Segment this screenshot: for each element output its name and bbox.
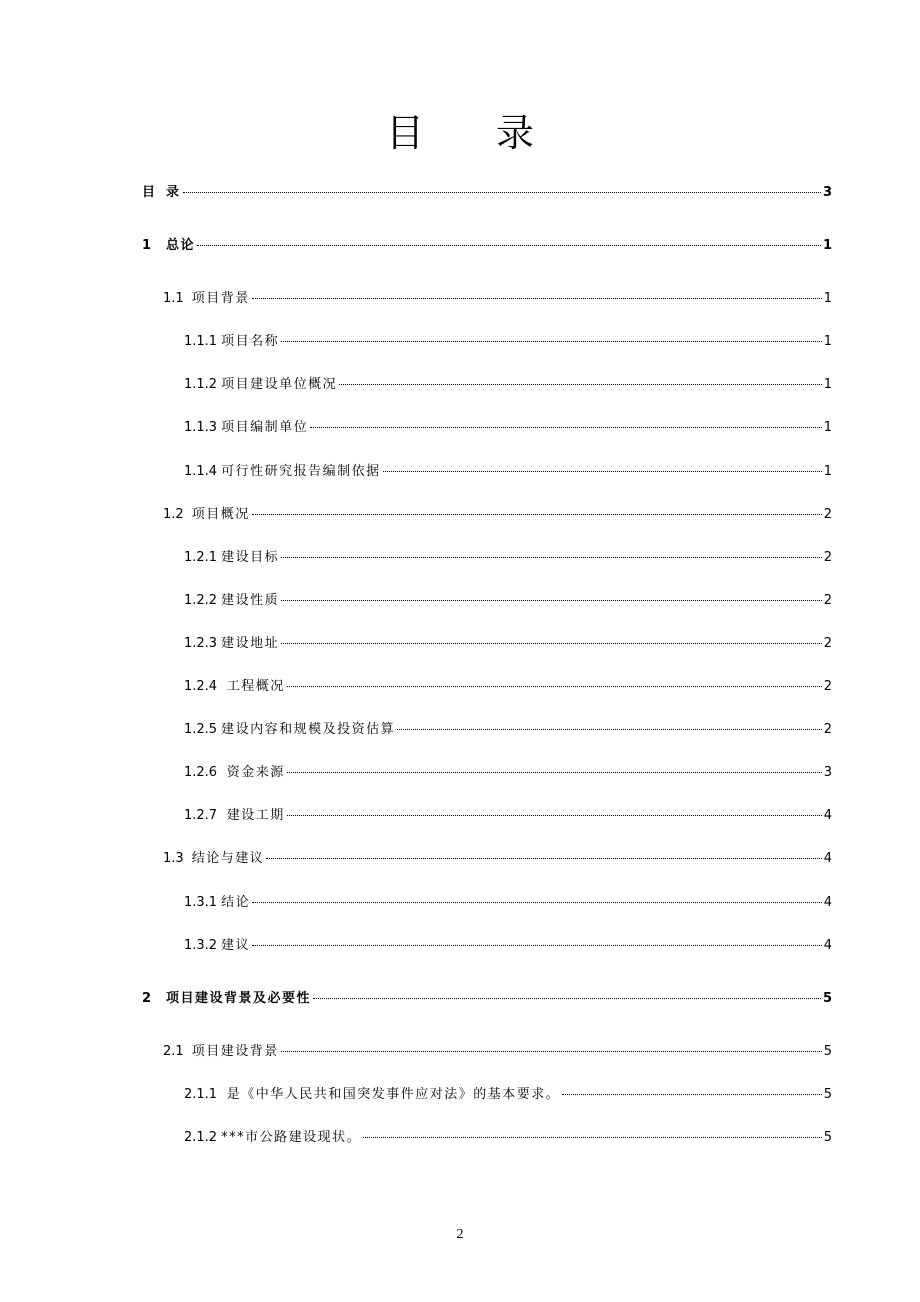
toc-entry[interactable] (142, 183, 832, 203)
toc-entry[interactable] (184, 763, 832, 783)
toc-leader-dots (562, 1093, 822, 1095)
toc-entry[interactable] (184, 1085, 832, 1105)
toc-entry-title: 建设性质 (221, 593, 280, 608)
toc-entry-page: 2 (823, 636, 832, 651)
toc-entry-page: 1 (823, 377, 832, 392)
toc-entry-page: 1 (822, 238, 832, 253)
toc-entry-page: 2 (823, 722, 832, 737)
toc-entry[interactable] (163, 505, 832, 525)
toc-entry-title: 是《中华人民共和国突发事件应对法》的基本要求。 (221, 1087, 561, 1102)
toc-leader-dots (252, 297, 822, 299)
toc-entry-page: 1 (823, 334, 832, 349)
toc-entry-number: 2 (142, 991, 152, 1006)
toc-entry-page: 5 (823, 1130, 832, 1145)
toc-entry[interactable] (184, 418, 832, 438)
toc-entry-number: 1.2.5 (184, 722, 218, 737)
toc-entry-number: 2.1.2 (184, 1130, 218, 1145)
toc-entry-number: 1.2 (163, 507, 184, 522)
toc-entry-number: 1.1.2 (184, 377, 218, 392)
toc-entry[interactable] (184, 806, 832, 826)
toc-entry-page: 1 (823, 420, 832, 435)
toc-entry-number: 1.3.2 (184, 938, 218, 953)
toc-entry-title: 项目编制单位 (221, 420, 309, 435)
toc-leader-dots (252, 944, 822, 946)
toc-leader-dots (310, 426, 822, 428)
toc-entry-page: 2 (823, 550, 832, 565)
toc-entry-page: 3 (822, 185, 832, 200)
toc-entry-page: 2 (823, 679, 832, 694)
toc-entry-title: 项目建设单位概况 (221, 377, 338, 392)
toc-leader-dots (339, 383, 822, 385)
toc-entry-number: 1.2.3 (184, 636, 218, 651)
toc-entry-page: 5 (823, 1087, 832, 1102)
toc-entry[interactable] (184, 677, 832, 697)
toc-entry-title: 项目概况 (191, 507, 250, 522)
toc-entry[interactable] (184, 720, 832, 740)
toc-entry-page: 2 (823, 593, 832, 608)
toc-entry-number: 1.2.7 (184, 808, 218, 823)
toc-entry[interactable] (184, 1128, 832, 1148)
toc-entry-title: 项目背景 (191, 291, 250, 306)
toc-entry-number: 1.3 (163, 851, 184, 866)
toc-leader-dots (183, 191, 821, 193)
toc-entry-number: 目 (142, 185, 156, 200)
toc-entry[interactable] (184, 462, 832, 482)
toc-leader-dots (252, 901, 822, 903)
toc-entry-title: 资金来源 (221, 765, 285, 780)
toc-entry-page: 4 (823, 895, 832, 910)
toc-entry-title: 结论与建议 (191, 851, 265, 866)
toc-entry-number: 1.2.4 (184, 679, 218, 694)
toc-entry-number: 1.2.2 (184, 593, 218, 608)
toc-entry[interactable] (184, 634, 832, 654)
toc-entry-title: 工程概况 (221, 679, 285, 694)
toc-entry[interactable] (184, 936, 832, 956)
toc-entry-page: 4 (823, 938, 832, 953)
toc-leader-dots (281, 340, 822, 342)
toc-entry-number: 1.1 (163, 291, 184, 306)
toc-entry-title: 建设目标 (221, 550, 280, 565)
toc-entry-title: 项目建设背景 (191, 1044, 279, 1059)
toc-leader-dots (287, 685, 822, 687)
toc-entry-title: 结论 (221, 895, 251, 910)
toc-leader-dots (281, 1050, 822, 1052)
toc-entry[interactable] (163, 1042, 832, 1062)
toc-entry-title: 建设内容和规模及投资估算 (221, 722, 396, 737)
toc-entry[interactable] (184, 893, 832, 913)
toc-leader-dots (383, 470, 822, 472)
toc-entry-page: 5 (823, 1044, 832, 1059)
toc-entry[interactable] (163, 289, 832, 309)
toc-entry-number: 1.1.4 (184, 464, 218, 479)
toc-leader-dots (281, 642, 822, 644)
toc-entry-title: 项目建设背景及必要性 (166, 991, 312, 1006)
toc-entry[interactable] (163, 849, 832, 869)
toc-entry-page: 1 (823, 464, 832, 479)
toc-entry-title: 可行性研究报告编制依据 (221, 464, 381, 479)
toc-entry-title: 总论 (166, 238, 196, 253)
toc-entry-title: 录 (166, 185, 181, 200)
toc-leader-dots (252, 513, 822, 515)
toc-entry-title: ***市公路建设现状。 (221, 1130, 362, 1145)
toc-leader-dots (197, 244, 821, 246)
page-title: 目 录 (385, 111, 565, 155)
toc-leader-dots (363, 1136, 822, 1138)
toc-leader-dots (281, 556, 822, 558)
toc-entry-number: 1 (142, 238, 152, 253)
toc-entry-number: 1.2.6 (184, 765, 218, 780)
toc-leader-dots (287, 771, 822, 773)
toc-leader-dots (266, 857, 822, 859)
toc-leader-dots (287, 814, 822, 816)
toc-entry-title: 建议 (221, 938, 251, 953)
toc-entry-number: 1.3.1 (184, 895, 218, 910)
toc-entry-number: 1.2.1 (184, 550, 218, 565)
toc-entry-number: 2.1.1 (184, 1087, 218, 1102)
toc-entry[interactable] (142, 989, 832, 1009)
toc-entry-page: 4 (823, 851, 832, 866)
toc-entry-page: 1 (823, 291, 832, 306)
toc-entry-number: 2.1 (163, 1044, 184, 1059)
toc-entry[interactable] (184, 332, 832, 352)
toc-entry-page: 2 (823, 507, 832, 522)
toc-entry-page: 5 (822, 991, 832, 1006)
toc-entry-page: 4 (823, 808, 832, 823)
toc-entry[interactable] (184, 591, 832, 611)
toc-entry-number: 1.1.1 (184, 334, 218, 349)
toc-leader-dots (313, 997, 821, 999)
toc-entry-page: 3 (823, 765, 832, 780)
toc-entry-title: 建设地址 (221, 636, 280, 651)
toc-entry-title: 项目名称 (221, 334, 280, 349)
toc-entry-number: 1.1.3 (184, 420, 218, 435)
toc-entry[interactable] (142, 236, 832, 256)
toc-entry[interactable] (184, 375, 832, 395)
toc-entry[interactable] (184, 548, 832, 568)
page-number: 2 (456, 1227, 464, 1242)
toc-entry-title: 建设工期 (221, 808, 285, 823)
toc-leader-dots (397, 728, 822, 730)
toc-leader-dots (281, 599, 822, 601)
